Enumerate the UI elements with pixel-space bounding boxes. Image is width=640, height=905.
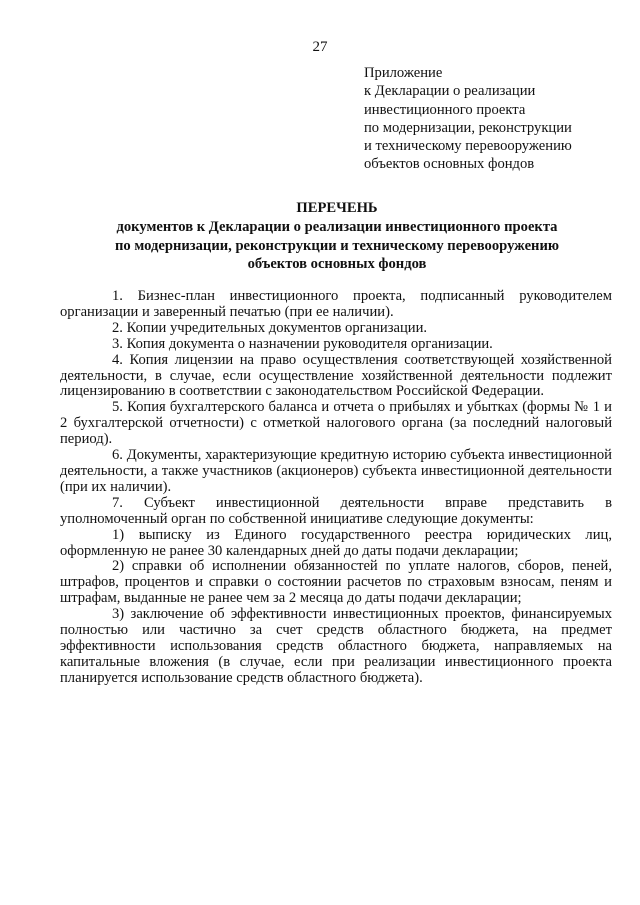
title-subheading-line: объектов основных фондов: [247, 255, 427, 272]
title-heading: ПЕРЕЧЕНЬ: [296, 200, 378, 216]
document-body: [60, 289, 612, 687]
list-item: 2. Копии учредительных документов организации.: [112, 319, 428, 336]
appendix-line: объектов основных фондов: [364, 156, 535, 173]
appendix-line: к Декларации о реализации: [364, 83, 536, 100]
title-subheading-line: по модернизации, реконструкции и техническому перевооружению: [114, 237, 560, 254]
list-item: 1. Бизнес-план инвестиционного проекта, подписанный руководителем организации и заверенный печатью (при ее наличии).: [60, 288, 612, 320]
page-number: 27: [312, 39, 328, 55]
list-item: 6. Документы, характеризующие кредитную историю субъекта инвестиционной деятельности, а также участников (акционеров) субъекта инвестиционной деятельности (при их наличии).: [60, 447, 612, 495]
appendix-line: и техническому перевооружению: [364, 138, 572, 155]
sub-list-item: 1) выписку из Единого государственного реестра юридических лиц, оформленную не ранее 30 календарных дней до даты подачи декларации;: [60, 526, 612, 559]
appendix-note: [364, 64, 624, 174]
appendix-line: инвестиционного проекта: [364, 101, 526, 118]
list-item: 3. Копия документа о назначении руководителя организации.: [112, 335, 493, 352]
list-item: 4. Копия лицензии на право осуществления соответствующей хозяйственной деятельности, в случае, если осуществление хозяйственной деятельности подлежит лицензированию в соответствии с законодательством Российской Федерации.: [60, 351, 612, 400]
title-subheading-line: документов к Декларации о реализации инвестиционного проекта: [116, 219, 558, 236]
appendix-line: по модернизации, реконструкции: [364, 119, 572, 136]
list-item: 5. Копия бухгалтерского баланса и отчета о прибылях и убытках (формы № 1 и 2 бухгалтерской отчетности) с отметкой налогового органа (за последний налоговый период).: [60, 399, 612, 448]
list-item: 7. Субъект инвестиционной деятельности вправе представить в уполномоченный орган по собственной инициативе следующие документы:: [60, 494, 612, 527]
document-title: [60, 199, 614, 273]
sub-list-item: 3) заключение об эффективности инвестиционных проектов, финансируемых полностью или частично за счет средств областного бюджета, на предмет эффективности использования средств областного бюджета, направляемых на капитальные вложения (в случае, если при реализации инвестиционного проекта планируется использование средств областного бюджета).: [60, 606, 612, 686]
sub-list-item: 2) справки об исполнении обязанностей по уплате налогов, сборов, пеней, штрафов, процентов и справки о состоянии расчетов по страховым взносам, пеням и штрафам, выданные не ранее чем за 2 месяца до даты подачи декларации;: [60, 558, 612, 607]
appendix-line: Приложение: [364, 65, 443, 81]
